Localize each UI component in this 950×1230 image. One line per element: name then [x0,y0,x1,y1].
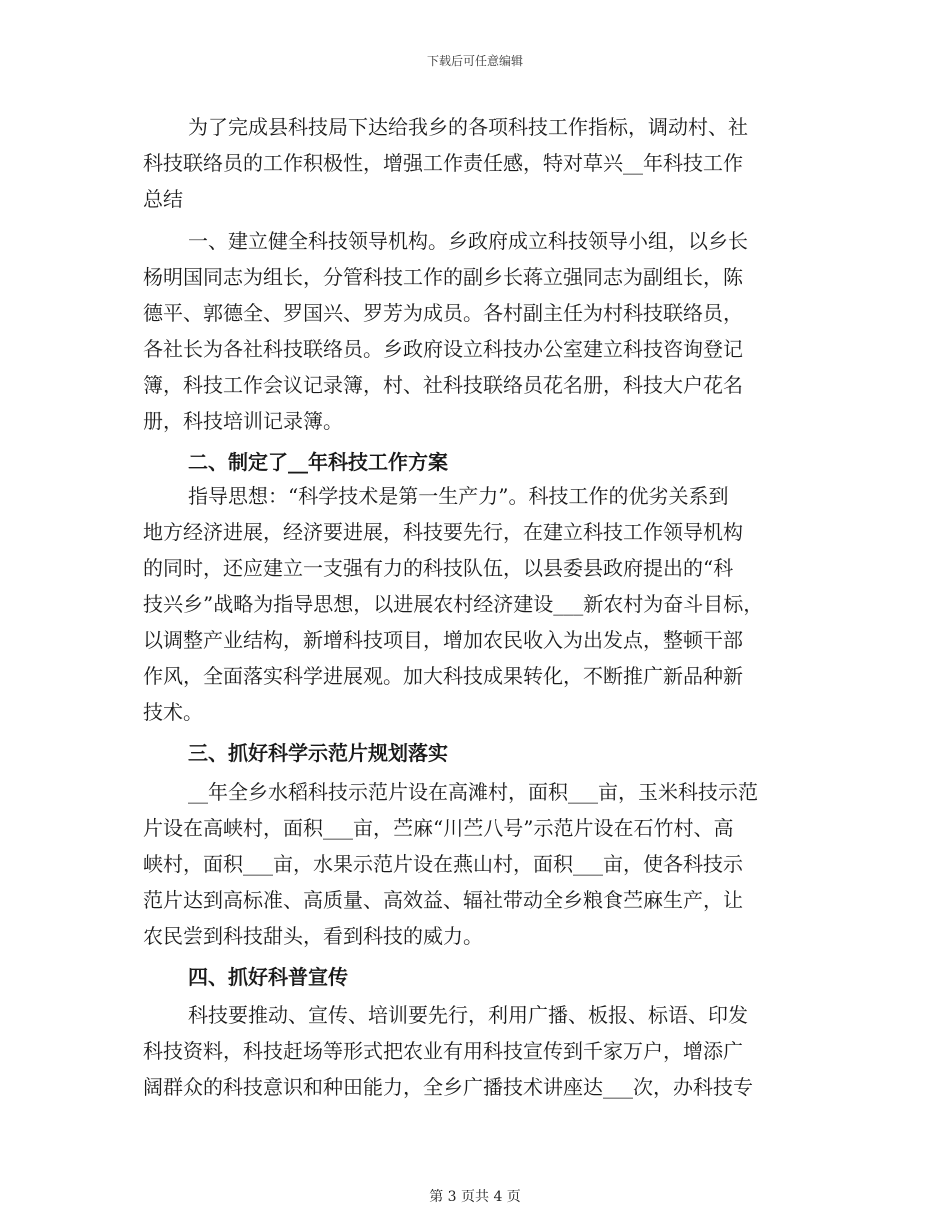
paragraph-line: 总结 [143,187,183,211]
paragraph-line: 科技联络员的工作积极性，增强工作责任感，特对草兴__年科技工作 [143,151,743,175]
paragraph-line: 德平、郭德全、罗国兴、罗芳为成员。各村副主任为村科技联络员， [143,301,743,325]
paragraph-line: 技兴乡”战略为指导思想，以进展农村经济建设___新农村为奋斗目标， [143,592,764,616]
paragraph-line: 以调整产业结构，新增科技项目，增加农民收入为出发点，整顿干部 [143,628,743,652]
page-header: 下载后可任意编辑 [426,54,523,68]
paragraph-line: 片设在高峡村，面积___亩，苎麻“川苎八号”示范片设在石竹村、高 [143,816,734,840]
paragraph-line: 峡村，面积___亩，水果示范片设在燕山村，面积___亩，使各科技示 [143,852,743,876]
paragraph-line: 科技要推动、宣传、培训要先行，利用广播、板报、标语、印发 [188,1003,748,1027]
paragraph-line: 各社长为各社科技联络员。乡政府设立科技办公室建立科技咨询登记 [143,337,743,361]
paragraph-line: 的同时，还应建立一支强有力的科技队伍，以县委县政府提出的“科 [143,556,734,580]
paragraph-line: 杨明国同志为组长，分管科技工作的副乡长蒋立强同志为副组长，陈 [143,265,743,289]
paragraph-line: 农民尝到科技甜头，看到科技的威力。 [143,924,483,948]
section-heading: 三、抓好科学示范片规划落实 [188,741,448,765]
paragraph-line: __年全乡水稻科技示范片设在高滩村，面积___亩，玉米科技示范 [188,780,758,804]
paragraph-line: 阔群众的科技意识和种田能力，全乡广播技术讲座达___次，办科技专 [143,1075,753,1099]
paragraph-line: 为了完成县科技局下达给我乡的各项科技工作指标，调动村、社 [188,115,748,139]
paragraph-line: 簿，科技工作会议记录簿，村、社科技联络员花名册，科技大户花名 [143,373,743,397]
section-heading: 二、制定了__年科技工作方案 [188,450,448,474]
paragraph-line: 范片达到高标准、高质量、高效益、辐社带动全乡粮食苎麻生产，让 [143,888,743,912]
paragraph-line: 一、建立健全科技领导机构。乡政府成立科技领导小组，以乡长 [188,229,748,253]
section-heading: 四、抓好科普宣传 [188,965,348,989]
paragraph-line: 技术。 [143,700,203,724]
paragraph-line: 地方经济进展，经济要进展，科技要先行，在建立科技工作领导机构 [143,520,743,544]
page-footer: 第 3 页共 4 页 [429,1189,521,1205]
paragraph-line: 指导思想：“科学技术是第一生产力”。科技工作的优劣关系到 [188,484,729,508]
paragraph-line: 作风，全面落实科学进展观。加大科技成果转化，不断推广新品种新 [143,664,743,688]
paragraph-line: 科技资料，科技赶场等形式把农业有用科技宣传到千家万户，增添广 [143,1039,743,1063]
paragraph-line: 册，科技培训记录簿。 [143,409,343,433]
